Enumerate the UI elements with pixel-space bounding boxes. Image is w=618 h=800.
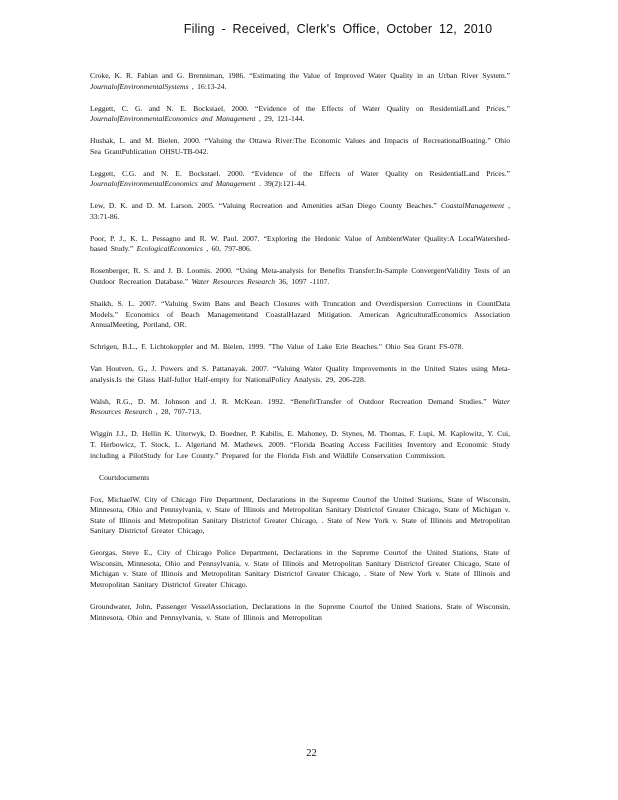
reference-entry <box>90 429 510 461</box>
reference-text: Fox, MichaelW. City of Chicago Fire Department, Declarations in the Supreme Courtof the United Stations, State of Wisconsin, Minnesota, Ohio and Pennsylvania, v. State of Illinois and Metropolitan Sanitary Districtof Greater Chicago, State of Michigan v. State of Illinois and Metropolitan Sanitary Districtof Greater Chicago, . State of New York v. State of Illinois and Metropolitan Sanitary Districtof Greater Chicago, <box>90 494 510 536</box>
reference-text: Wiggin J.J., D. Hellin K. Uiterwyk, D. Boedner, P. Kabilis, E. Mahoney, D. Stynes, M. Thomas, F. Lupi, M. Kaplowitz, Y. Cui, T. Herbowicz, T. Stock, L. Algeriand M. Mathews. 2009. “Florida Boating Access Facilities Inventory and Economic Study including a PilotStudy for Lee County.” Prepared for the Florida Fish and Wildlife Conservation Commission. <box>90 429 510 460</box>
reference-entry <box>90 104 510 125</box>
reference-volume: 36, 1097 -1107. <box>275 277 330 287</box>
reference-source: Water Resources Research <box>191 277 276 287</box>
reference-text: Poor, P. J., K. L. Pessagno and R. W. Paul. 2007. “Exploring the Hedonic Value of AmbientWater Quality:A LocalWatershed-based Study.” <box>90 233 510 254</box>
reference-source: EcologicalEconomics <box>136 244 203 254</box>
references-body <box>90 71 510 635</box>
reference-text: Walsh, R.G., D. M. Johnson and J. R. McKean. 1992. “BenefitTransfer of Outdoor Recreation Demand Studies.” <box>90 396 493 406</box>
reference-source: JournalofEnvironmentalEconomics and Management <box>90 114 256 124</box>
reference-text: Lew, D. K. and D. M. Larson. 2005. “Valuing Recreation and Amenities atSan Diego County Beaches.” <box>90 201 441 211</box>
reference-volume: , 16:13-24. <box>188 81 227 91</box>
reference-text: Georgas, Steve E., City of Chicago Police Department, Declarations in the Supreme Courtof the United Stations, State of Wisconsin, Minnesota, Ohio and Pennsylvania, v. State of Illinois and Metropolitan Sanitary Districtof Greater Chicago, State of Michigan v. State of Illinois and Metropolitan Sanitary Districtof Greater Chicago, . State of New York v. State of Illinois and Metropolitan Sanitary Districtof Greater Chicago. <box>90 548 510 590</box>
reference-text: Leggett, C. G. and N. E. Bockstael, 2000. “Evidence of the Effects of Water Quality on ResidentialLand Prices.” <box>90 103 510 113</box>
reference-list <box>90 71 510 461</box>
reference-entry <box>90 169 510 190</box>
reference-entry <box>90 602 510 623</box>
filing-header: Filing - Received, Clerk's Office, October 12, 2010 <box>183 22 493 36</box>
reference-text: Leggett, C.G. and N. E. Bockstael. 2000. “Evidence of the Effects of Water Quality on ResidentialLand Prices.” <box>90 168 510 178</box>
reference-volume: . 39(2):121-44. <box>255 179 307 189</box>
page-number: 22 <box>306 748 317 759</box>
reference-source: Water Resources Research <box>90 396 510 417</box>
reference-volume: , 28, 707-713. <box>152 407 202 417</box>
reference-entry <box>90 299 510 331</box>
reference-text: Shaikh, S. L. 2007. “Valuing Swim Bans and Beach Closures with Truncation and Overdispersion Corrections in CountData Models.” Economics of Beach Managementand CoastalHazard Mitigation. American AgriculturalEconomics Association AnnualMeeting, Portland, OR. <box>90 299 510 330</box>
reference-entry <box>90 234 510 255</box>
reference-entry <box>90 201 510 222</box>
reference-source: JournalofEnvironmentalEconomics and Management <box>90 179 256 189</box>
reference-entry <box>90 71 510 92</box>
reference-source: CoastalManagement <box>440 201 505 211</box>
section-heading-court-documents: Courtdocuments <box>99 472 150 482</box>
reference-entry <box>90 397 510 418</box>
reference-source: JournalofEnvironmentalSystems <box>90 81 189 91</box>
reference-entry <box>90 495 510 537</box>
reference-text: Schrigen, B.L., F. Lichtokoppler and M. Bielen. 1999. "The Value of Lake Erie Beaches." Ohio Sea Grant FS-078. <box>90 342 464 352</box>
reference-entry <box>90 364 510 385</box>
reference-entry <box>90 342 510 353</box>
reference-volume: , 33:71-86. <box>90 201 510 221</box>
reference-entry <box>90 266 510 287</box>
reference-text: Croke, K. R. Fabian and G. Brenniman, 1986. “Estimating the Value of Improved Water Quality in an Urban River System.” <box>90 71 510 80</box>
reference-text: Hushak, L. and M. Bielen. 2000. “Valuing the Ottawa River:The Economic Values and Impacts of RecreationalBoating.” Ohio Sea GrantPublication OHSU-TB-042. <box>90 136 510 156</box>
reference-volume: , 29, 121-144. <box>255 114 305 124</box>
reference-volume: , 60, 797-806. <box>202 244 252 254</box>
court-document-list <box>90 495 510 624</box>
reference-entry <box>90 136 510 157</box>
reference-text: Rosenberger, R. S. and J. B. Loomis. 2000. “Using Meta-analysis for Benefits Transfer:In-Sample ConvergentValidity Tests of an Outdoor Recreation Database.” <box>90 266 510 287</box>
reference-text: Groundwater, John, Passenger VesselAssociation, Declarations in the Supreme Courtof the United Stations, State of Wisconsin, Minnesota, Ohio and Pennsylvania, v. State of Illinois and Metropolitan <box>90 602 510 622</box>
reference-entry <box>90 548 510 590</box>
reference-text: Van Houtven, G., J. Powers and S. Pattanayak. 2007. “Valuing Water Quality Improvements in the United States using Meta-analysis.Is the Glass Half-fullor Half-empty for NationalPolicy Analysis. 29, 206-228. <box>90 364 510 384</box>
